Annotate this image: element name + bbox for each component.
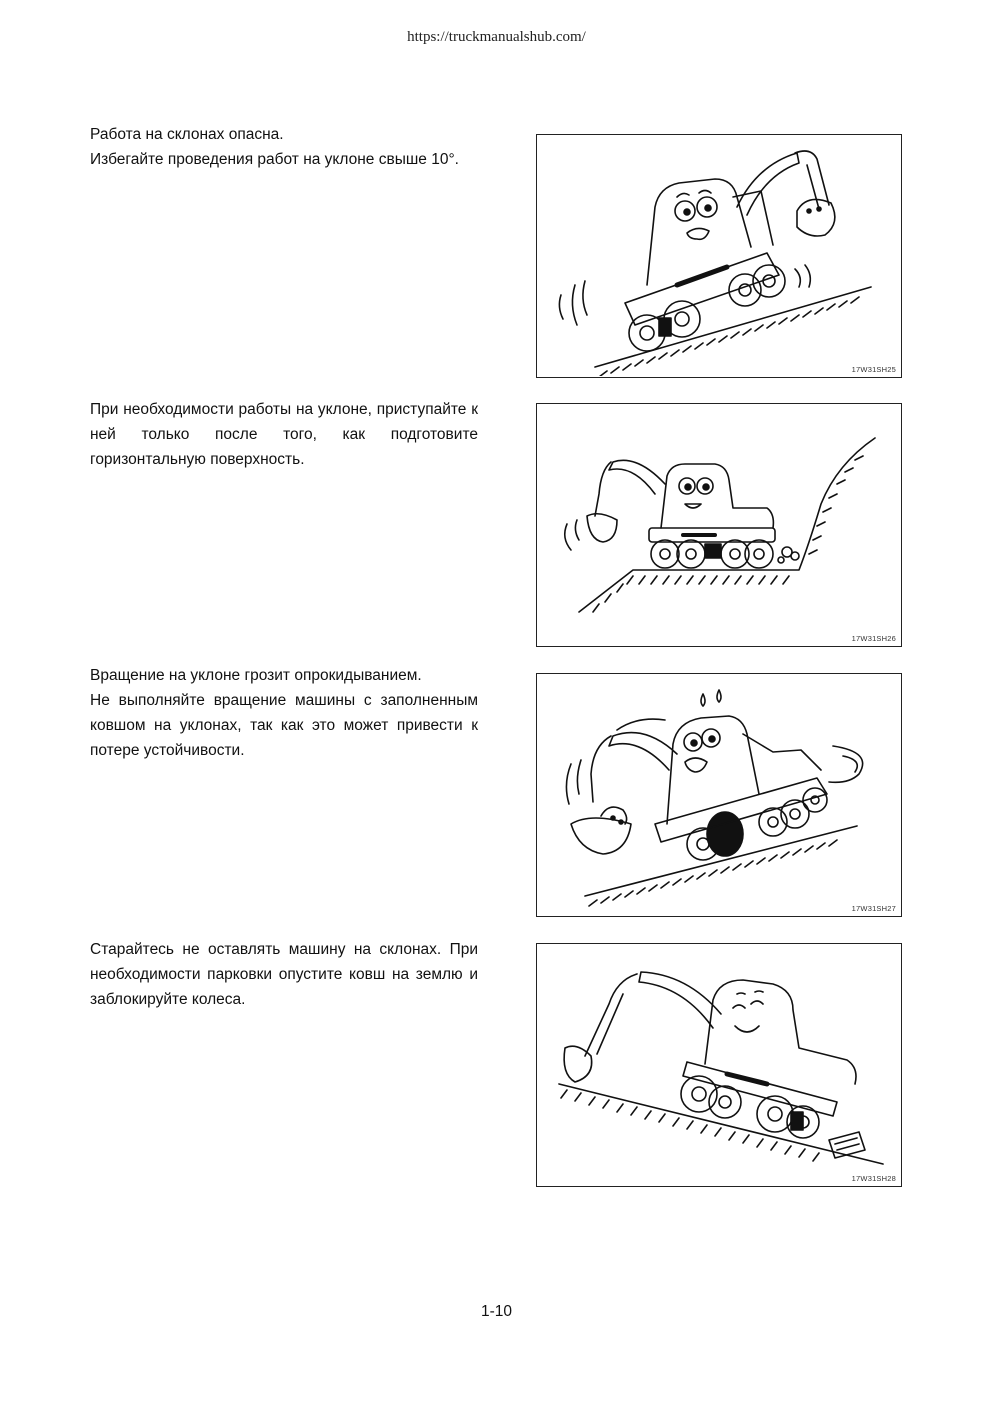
section-1-paragraph-1: Работа на склонах опасна. [90,126,284,143]
section-1-paragraph-2: Избегайте проведения работ на уклоне свыше 10°. [90,151,459,168]
section-2-paragraph-1: При необходимости работы на уклоне, приступайте к ней только после того, как подготовите горизонтальную поверхность. [90,401,478,468]
excavator-slope-illustration [537,135,901,376]
section-2-text [90,397,478,472]
figure-excavator-parked-on-slope [536,943,902,1187]
page-number: 1-10 [480,1303,513,1320]
figure-code: 17W31SH25 [851,365,896,374]
figure-code: 17W31SH26 [851,634,896,643]
section-4-paragraph-1: Старайтесь не оставлять машину на склонах. При необходимости парковки опустите ковш на землю и заблокируйте колеса. [90,941,478,1008]
figure-excavator-on-slope [536,134,902,378]
section-3-paragraph-2: Не выполняйте вращение машины с заполненным ковшом на уклонах, так как это может привести к потере устойчивости. [90,692,478,759]
section-1-text [90,122,478,172]
header-url: https://truckmanualshub.com/ [407,29,586,45]
section-3-paragraph-1: Вращение на уклоне грозит опрокидыванием. [90,667,422,684]
excavator-rotation-illustration [537,674,901,915]
excavator-parked-illustration [537,944,901,1185]
figure-code: 17W31SH28 [851,1174,896,1183]
figure-excavator-rotating-on-slope [536,673,902,917]
section-3-text [90,663,478,763]
figure-excavator-on-leveled-surface [536,403,902,647]
excavator-leveled-illustration [537,404,901,645]
figure-code: 17W31SH27 [851,904,896,913]
section-4-text [90,937,478,1012]
